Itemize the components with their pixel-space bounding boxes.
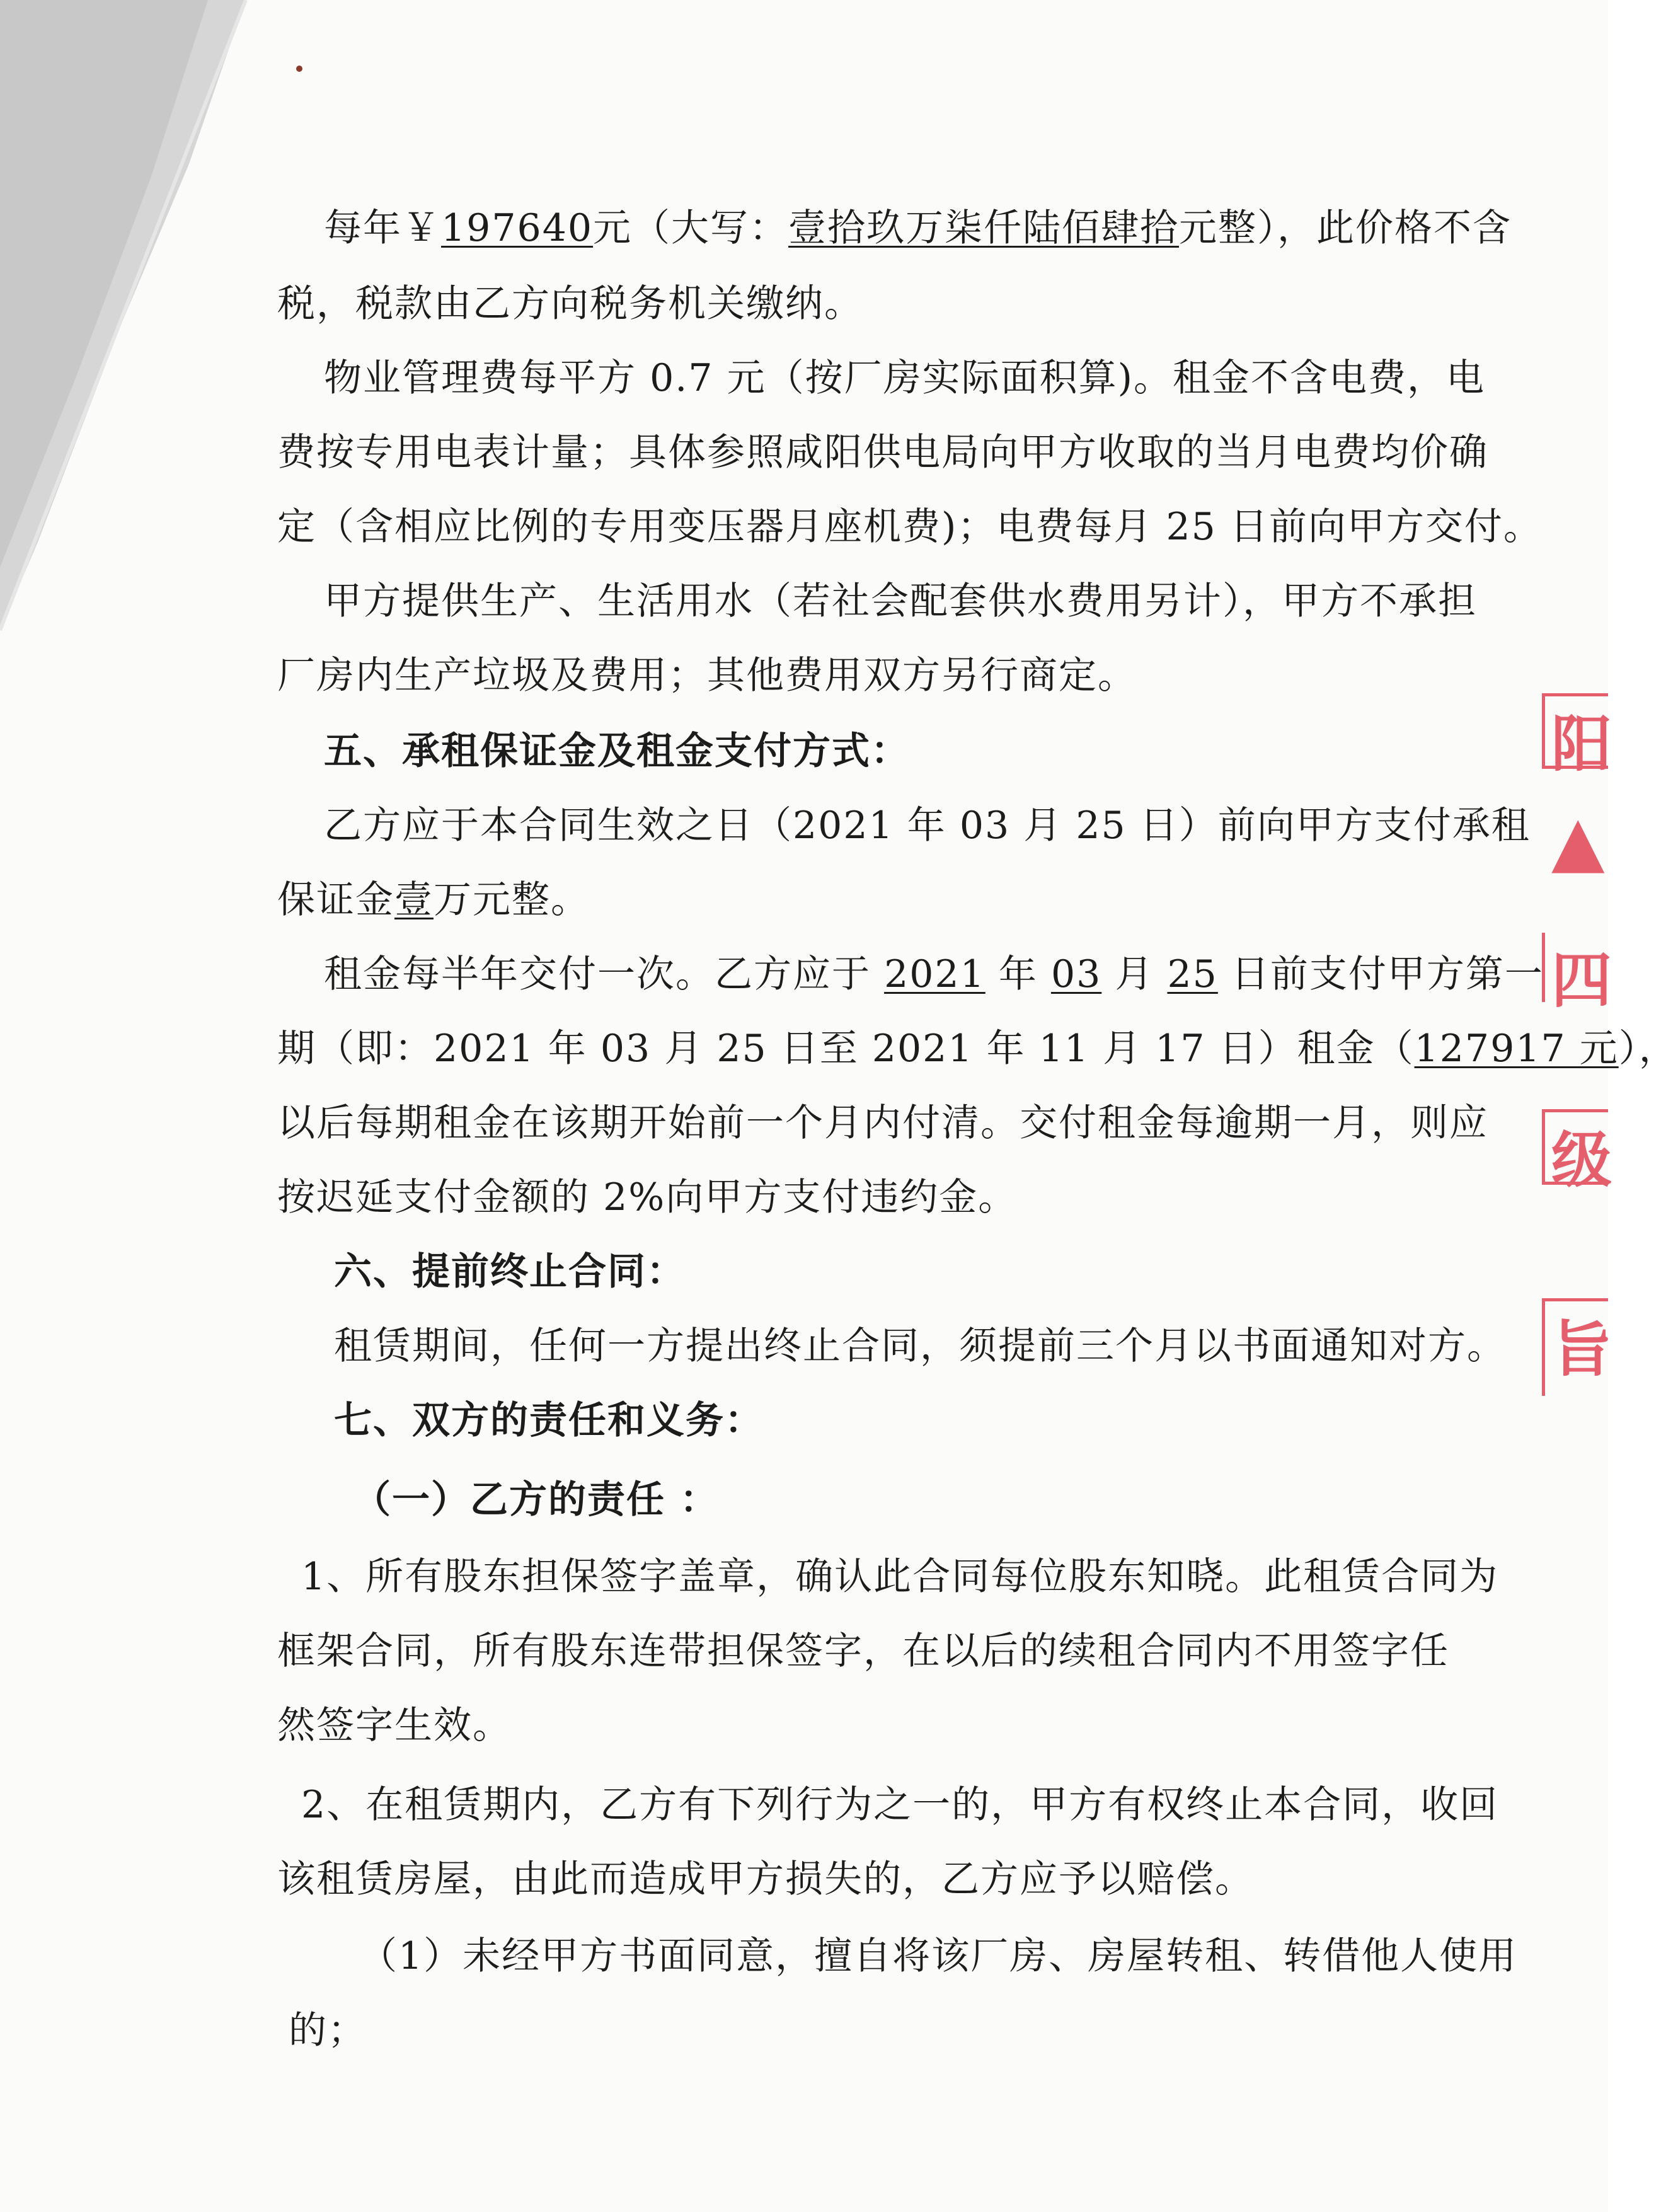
paragraph-payment-line3: 以后每期租金在该期开始前一个月内付清。交付租金每逾期一月，则应 — [277, 1101, 1488, 1145]
stamp-character: 级 — [1551, 1125, 1612, 1195]
text-segment: 元整），此价格不含 — [1179, 206, 1512, 250]
clause-1-line3: 然签字生效。 — [277, 1703, 512, 1748]
stamp-character: 旨 — [1551, 1314, 1612, 1385]
paragraph-rent-amount-line1 — [324, 203, 1512, 253]
paragraph-termination: 租赁期间，任何一方提出终止合同，须提前三个月以书面通知对方。 — [334, 1324, 1506, 1368]
payment-month-filled: 03 — [1050, 952, 1102, 996]
red-seal-fragment — [1542, 933, 1612, 1016]
paragraph-deposit-line1: 乙方应于本合同生效之日（2021 年 03 月 25 日）前向甲方支付承租 — [324, 804, 1531, 848]
text-segment: 万元整。 — [434, 878, 590, 922]
red-seal-fragment — [1542, 1109, 1612, 1195]
paragraph-payment-line2 — [277, 1023, 1678, 1074]
clause-1-line2: 框架合同，所有股东连带担保签字，在以后的续租合同内不用签字任 — [277, 1629, 1449, 1673]
clause-2-line2: 该租赁房屋，由此而造成甲方损失的，乙方应予以赔偿。 — [277, 1857, 1254, 1901]
text-segment: 每年￥ — [324, 206, 441, 250]
stamp-character: ▲ — [1551, 800, 1605, 881]
clause-2-item-1-line1: （1）未经甲方书面同意，擅自将该厂房、房屋转租、转借他人使用 — [359, 1934, 1518, 1978]
red-seal-fragment — [1551, 800, 1608, 889]
paragraph-fees-line2: 费按专用电表计量；具体参照咸阳供电局向甲方收取的当月电费均价确 — [277, 430, 1488, 475]
text-segment: 日前支付甲方第一 — [1217, 952, 1544, 996]
clause-1-line1: 1、所有股东担保签字盖章，确认此合同每位股东知晓。此租赁合同为 — [301, 1555, 1499, 1599]
paragraph-rent-amount-line2: 税，税款由乙方向税务机关缴纳。 — [277, 282, 863, 326]
text-segment: 期（即：2021 年 03 月 25 日至 2021 年 11 月 17 日）租金（ — [277, 1027, 1415, 1071]
text-segment: 年 — [985, 952, 1051, 996]
subsection-heading-party-b: （一）乙方的责任 ： — [353, 1478, 719, 1522]
section-heading-5: 五、承租保证金及租金支付方式： — [324, 729, 910, 773]
paragraph-fees-line1: 物业管理费每平方 0.7 元（按厂房实际面积算)。租金不含电费，电 — [324, 356, 1485, 400]
payment-day-filled: 25 — [1167, 952, 1218, 996]
rent-amount-filled: 197640 — [441, 206, 594, 250]
text-segment: 保证金 — [277, 878, 394, 922]
paragraph-deposit-line2 — [277, 875, 590, 925]
clause-2-line1: 2、在租赁期内，乙方有下列行为之一的，甲方有权终止本合同，收回 — [301, 1783, 1499, 1827]
paragraph-water-line2: 厂房内生产垃圾及费用；其他费用双方另行商定。 — [277, 654, 1137, 698]
paragraph-payment-line1 — [324, 949, 1544, 999]
deposit-amount-filled: 壹 — [394, 878, 434, 922]
text-segment: ）， — [1618, 1027, 1678, 1071]
stamp-character: 四 — [1551, 945, 1612, 1016]
stamp-character: 阳 — [1551, 709, 1612, 780]
rent-amount-uppercase-filled: 壹拾玖万柒仟陆佰肆拾 — [788, 206, 1180, 250]
text-segment: 元（大写： — [593, 206, 789, 250]
section-heading-7: 七、双方的责任和义务： — [334, 1398, 764, 1443]
red-seal-fragment — [1542, 1298, 1612, 1396]
clause-2-item-1-line2: 的； — [289, 2008, 367, 2053]
paragraph-fees-line3: 定（含相应比例的专用变压器月座机费)；电费每月 25 日前向甲方交付。 — [277, 505, 1543, 549]
paragraph-water-line1: 甲方提供生产、生活用水（若社会配套供水费用另计），甲方不承担 — [324, 579, 1477, 623]
text-segment: 租金每半年交付一次。乙方应于 — [324, 952, 885, 996]
section-heading-6: 六、提前终止合同： — [334, 1250, 686, 1294]
first-rent-amount-filled: 127917 元 — [1414, 1027, 1619, 1071]
payment-year-filled: 2021 — [884, 952, 986, 996]
text-segment: 月 — [1101, 952, 1168, 996]
red-seal-fragment — [1542, 693, 1612, 780]
paragraph-payment-line4: 按迟延支付金额的 2%向甲方支付违约金。 — [277, 1175, 1018, 1219]
